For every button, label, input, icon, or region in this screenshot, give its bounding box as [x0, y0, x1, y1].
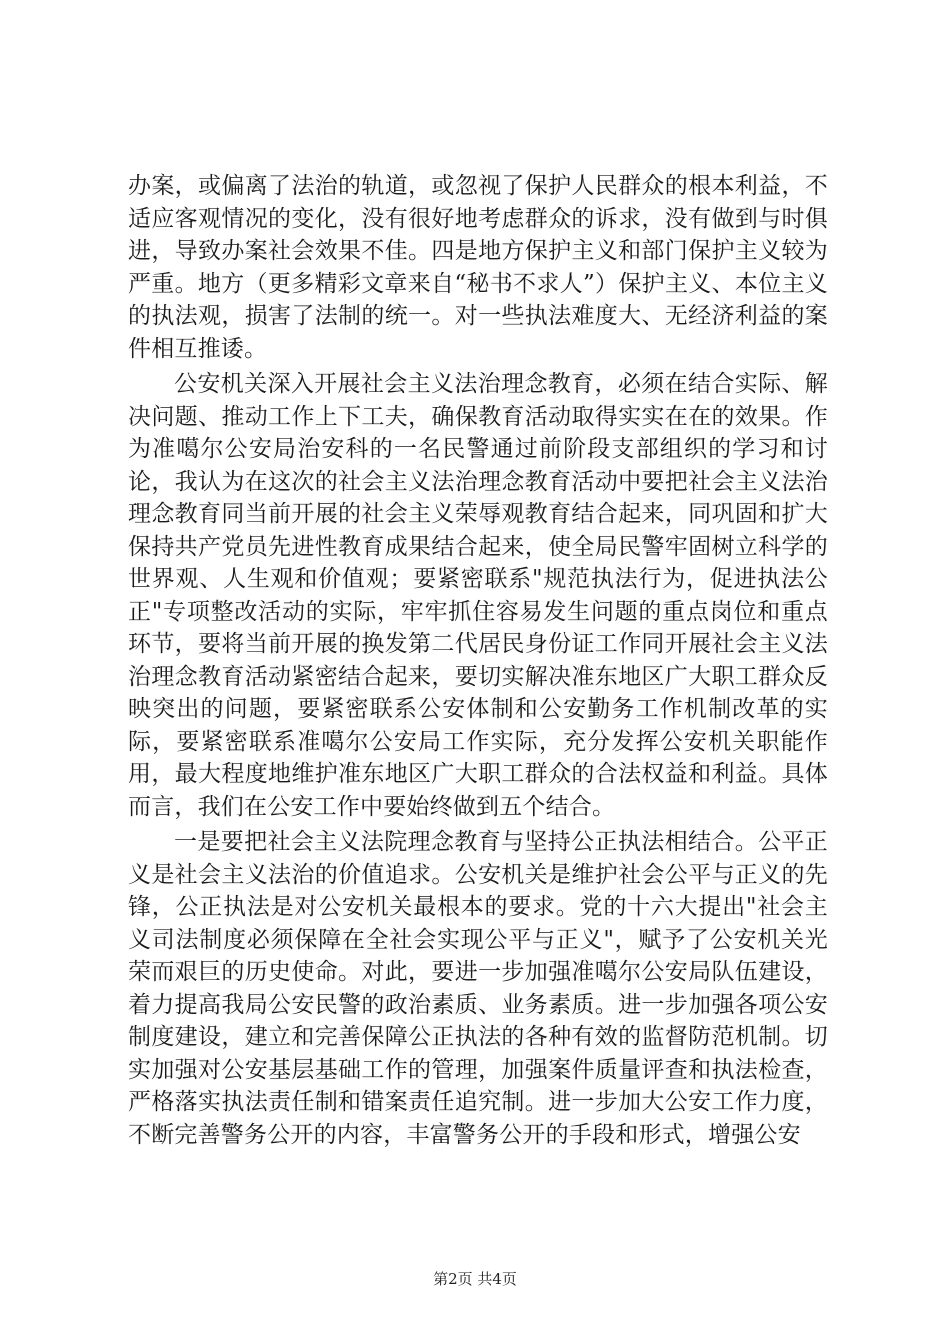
paragraph-3: 一是要把社会主义法院理念教育与坚持公正执法相结合。公平正义是社会主义法治的价值追求。公安机关是维护社会公平与正义的先锋，公正执法是对公安机关最根本的要求。党的十六大提出"社会主义司法制度必须保障在全社会实现公平与正义"，赋予了公安机关光荣而艰巨的历史使命。对此，要进一步加强准噶尔公安局队伍建设，着力提高我局公安民警的政治素质、业务素质。进一步加强各项公安制度建设，建立和完善保障公正执法的各种有效的监督防范机制。切实加强对公安基层基础工作的管理，加强案件质量评查和执法检查，严格落实执法责任制和错案责任追究制。进一步加大公安工作力度，不断完善警务公开的内容，丰富警务公开的手段和形式，增强公安	[128, 829, 828, 1148]
paragraph-1: 办案，或偏离了法治的轨道，或忽视了保护人民群众的根本利益，不适应客观情况的变化，没有很好地考虑群众的诉求，没有做到与时俱进，导致办案社会效果不佳。四是地方保护主义和部门保护主义较为严重。地方（更多精彩文章来自“秘书不求人”）保护主义、本位主义的执法观，损害了法制的统一。对一些执法难度大、无经济利益的案件相互推诿。	[128, 173, 828, 362]
page-footer	[0, 1268, 950, 1289]
document-body	[128, 170, 828, 1151]
paragraph-2: 公安机关深入开展社会主义法治理念教育，必须在结合实际、解决问题、推动工作上下工夫，确保教育活动取得实实在在的效果。作为准噶尔公安局治安科的一名民警通过前阶段支部组织的学习和讨论，我认为在这次的社会主义法治理念教育活动中要把社会主义法治理念教育同当前开展的社会主义荣辱观教育结合起来，同巩固和扩大保持共产党员先进性教育成果结合起来，使全局民警牢固树立科学的世界观、人生观和价值观；要紧密联系"规范执法行为，促进执法公正"专项整改活动的实际，牢牢抓住容易发生问题的重点岗位和重点环节，要将当前开展的换发第二代居民身份证工作同开展社会主义法治理念教育活动紧密结合起来，要切实解决准东地区广大职工群众反映突出的问题，要紧密联系公安体制和公安勤务工作机制改革的实际，要紧密联系准噶尔公安局工作实际，充分发挥公安机关职能作用，最大程度地维护准东地区广大职工群众的合法权益和利益。具体而言，我们在公安工作中要始终做到五个结合。	[128, 371, 828, 820]
page-number: 第2页 共4页	[433, 1270, 517, 1288]
